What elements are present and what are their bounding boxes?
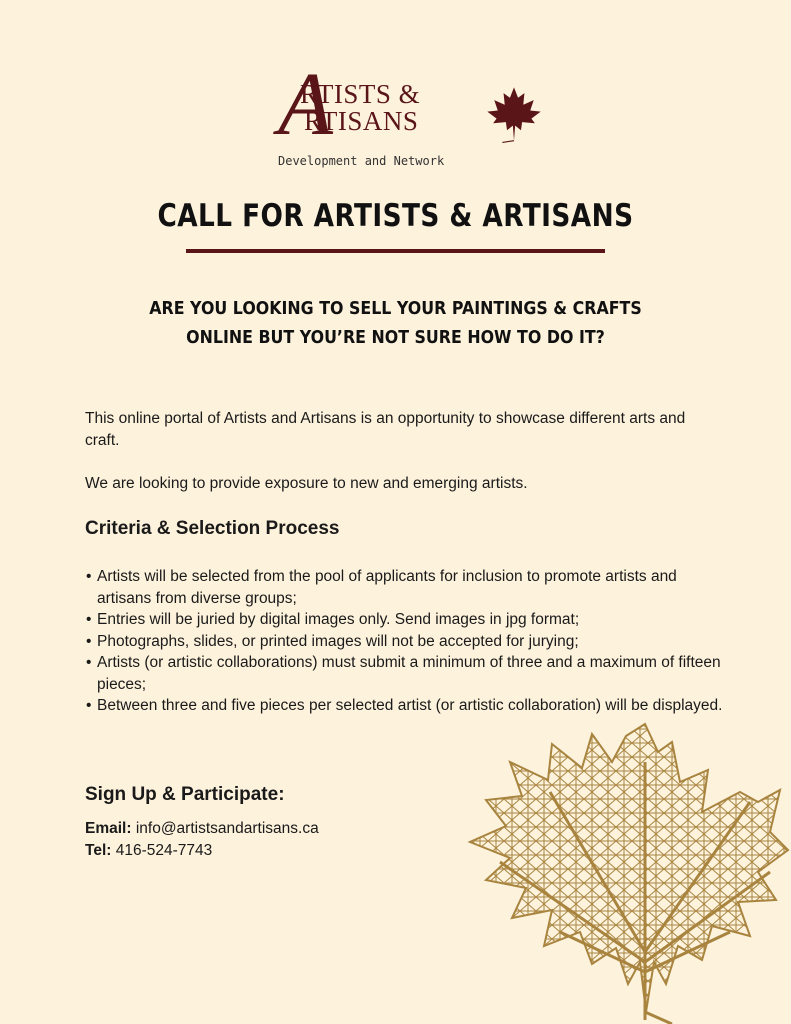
subtitle-line-1: ARE YOU LOOKING TO SELL YOUR PAINTINGS & CRAFTS <box>149 298 642 319</box>
logo-line-artisans: RTISANS <box>304 106 419 136</box>
intro-paragraph-1: This online portal of Artists and Artisans is an opportunity to showcase different arts and craft. <box>85 410 686 449</box>
criteria-item: • Artists will be selected from the pool of applicants for inclusion to promote artists and artisans from diverse groups; <box>85 566 725 609</box>
subtitle-line-2: ONLINE BUT YOU’RE NOT SURE HOW TO DO IT? <box>186 327 605 348</box>
email-link[interactable]: info@artistsandartisans.ca <box>135 820 319 837</box>
contact-email <box>85 820 319 838</box>
logo <box>278 55 548 175</box>
logo-big-letter: A <box>278 55 333 154</box>
contact-tel <box>85 842 212 860</box>
criteria-item: • Artists (or artistic collaborations) must submit a minimum of three and a maximum of fifteen pieces; <box>85 652 725 695</box>
criteria-item: • Photographs, slides, or printed images will not be accepted for jurying; <box>85 631 725 653</box>
tel-label: Tel: <box>85 842 112 859</box>
decorative-maple-leaf-icon <box>440 722 791 1024</box>
criteria-list <box>85 566 725 717</box>
logo-line-artists: RTISTS & <box>300 79 421 109</box>
intro-paragraph-2: We are looking to provide exposure to new and emerging artists. <box>85 475 528 492</box>
signup-heading: Sign Up & Participate: <box>85 784 285 805</box>
maple-leaf-icon <box>485 85 543 143</box>
tel-value: 416-524-7743 <box>115 842 213 859</box>
criteria-heading: Criteria & Selection Process <box>85 518 340 539</box>
email-label: Email: <box>85 820 132 837</box>
criteria-item: • Entries will be juried by digital images only. Send images in jpg format; <box>85 609 725 631</box>
logo-tagline: Development and Network <box>278 154 445 168</box>
criteria-item: • Between three and five pieces per selected artist (or artistic collaboration) will be displayed. <box>85 695 725 717</box>
title-underline <box>186 249 605 253</box>
page-title: CALL FOR ARTISTS & ARTISANS <box>157 198 634 234</box>
